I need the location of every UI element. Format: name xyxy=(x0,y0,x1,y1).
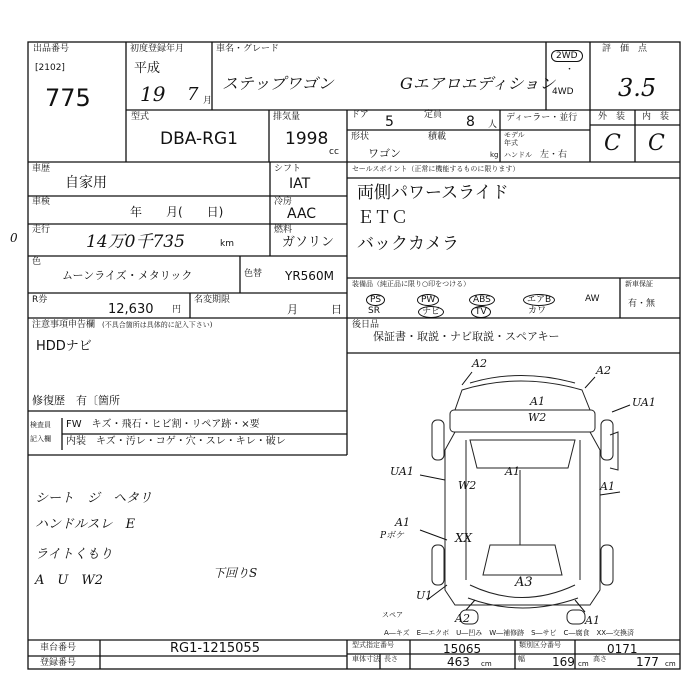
drive-2wd: 2WD xyxy=(551,50,583,62)
era: 平成 xyxy=(134,61,161,76)
height-value: 177 xyxy=(636,655,659,669)
load-unit: kg xyxy=(490,151,499,159)
reg-month: 7 xyxy=(187,84,199,105)
mileage-unit: km xyxy=(220,239,234,249)
equip-aw: AW xyxy=(585,294,600,304)
ac-value: AAC xyxy=(287,206,317,222)
displacement-unit: cc xyxy=(329,147,339,157)
color-code: YR560M xyxy=(285,269,334,283)
recycle-unit: 円 xyxy=(172,305,182,315)
equip-navi: ナビ xyxy=(418,306,444,318)
sales-point-3: バックカメラ xyxy=(357,234,459,254)
sales-point-1: 両側パワースライド xyxy=(357,183,509,203)
hw-note-3: ライトくもり xyxy=(35,547,113,562)
after-items: 保証書・取説・ナビ取説・スペアキー xyxy=(373,330,560,343)
month-unit: 月 xyxy=(203,96,213,106)
equip-airbag: エアB xyxy=(523,294,555,306)
damage-mark: A1 xyxy=(600,480,615,493)
repair-history: 修復歴 有〔箇所 xyxy=(32,394,120,407)
tax-label: 名変期限 xyxy=(194,295,231,305)
exterior-grade: C xyxy=(604,131,621,156)
damage-mark: A1 xyxy=(585,614,600,627)
damage-mark: A2 xyxy=(596,364,611,377)
first-reg-label: 初度登録年月 xyxy=(130,44,185,54)
fw-row: FW キズ・飛石・ヒビ割・リペア跡・×要 xyxy=(66,419,260,430)
class-number-value: 0171 xyxy=(607,642,638,656)
shift-label: シフト xyxy=(274,164,302,174)
warranty-value: 有・無 xyxy=(628,299,656,309)
grade: Gエアロエディション xyxy=(400,74,556,93)
chassis-label: 車台番号 xyxy=(40,643,77,653)
damage-mark: W2 xyxy=(528,411,547,424)
registration-label: 登録番号 xyxy=(40,658,77,668)
equip-label: 装備品（純正品に限り○印をつける） xyxy=(352,280,471,288)
year-label: 年式 xyxy=(504,139,518,147)
hw-note-2: ハンドルスレ E xyxy=(35,517,136,532)
spare-label: スペア xyxy=(382,611,403,619)
damage-mark: W2 xyxy=(458,479,477,492)
color-code-label: 色替 xyxy=(244,269,263,279)
displacement-label: 排気量 xyxy=(273,112,301,122)
equip-sr: SR xyxy=(368,306,380,316)
lot-number: 775 xyxy=(45,84,91,112)
hw-note-1: シート ジ ヘタリ xyxy=(35,491,153,506)
history-label: 車歴 xyxy=(32,164,51,174)
fuel-value: ガソリン xyxy=(282,235,335,250)
score: 3.5 xyxy=(618,74,657,102)
hw-note-5: 下回りS xyxy=(213,566,258,580)
type-value: DBA-RG1 xyxy=(160,129,238,149)
equip-ps: PS xyxy=(366,294,385,306)
color-value: ムーンライズ・メタリック xyxy=(62,269,193,282)
inspector-label-2: 記入欄 xyxy=(30,435,51,443)
damage-mark: A1 xyxy=(530,395,545,408)
chassis-value: RG1-1215055 xyxy=(170,641,260,656)
capacity-unit: 人 xyxy=(488,120,498,130)
length-unit: cm xyxy=(481,660,492,668)
sales-point-2: ＥＴＣ xyxy=(357,208,408,228)
capacity-value: 8 xyxy=(466,114,475,130)
interior-grade: C xyxy=(648,131,665,156)
doors-value: 5 xyxy=(385,114,394,130)
width-value: 169 xyxy=(552,655,575,669)
car-name-label: 車名・グレード xyxy=(216,44,280,54)
inspection-label: 車検 xyxy=(32,197,51,207)
mileage-label: 走行 xyxy=(32,225,51,235)
after-label: 後日品 xyxy=(352,320,380,330)
model-number-value: 15065 xyxy=(443,642,482,656)
hw-note-4: A U W2 xyxy=(35,573,103,588)
equip-pw: PW xyxy=(417,294,439,306)
exterior-label: 外 装 xyxy=(598,112,626,122)
damage-legend: A―キズ E―エクボ U―凹み W―補修跡 S―サビ C―腐食 XX―交換済 xyxy=(384,629,635,637)
damage-mark: UA1 xyxy=(632,396,656,409)
height-unit: cm xyxy=(665,660,676,668)
capacity-label: 定員 xyxy=(424,110,443,120)
recycle-value: 12,630 xyxy=(108,302,154,317)
shift-value: IAT xyxy=(289,176,311,192)
displacement-value: 1998 xyxy=(285,129,329,149)
equip-leather: カワ xyxy=(528,306,547,316)
color-label: 色 xyxy=(32,257,42,267)
damage-mark: UA1 xyxy=(390,465,414,478)
damage-mark: U1 xyxy=(416,589,433,602)
inspection-value: 年 月( 日) xyxy=(130,205,224,219)
reg-year: 19 xyxy=(140,82,166,106)
doors-label: ドア xyxy=(351,110,369,120)
load-label: 積載 xyxy=(428,132,447,142)
damage-mark: XX xyxy=(455,531,473,545)
equip-abs: ABS xyxy=(469,294,495,306)
type-label: 型式 xyxy=(131,112,150,122)
model-number-label: 型式指定番号 xyxy=(352,641,394,649)
car-name: ステップワゴン xyxy=(222,74,334,93)
inspector-label: 検査員 xyxy=(30,421,51,429)
length-label: 長さ xyxy=(384,655,398,663)
damage-mark: A1 xyxy=(505,465,520,478)
height-label: 高さ xyxy=(593,655,607,663)
recycle-label: R券 xyxy=(32,295,48,305)
damage-mark: A1 xyxy=(395,516,410,529)
notes-text: HDDナビ xyxy=(36,339,92,354)
sales-label: セールスポイント（正常に機能するものに限ります） xyxy=(352,165,520,173)
pokke-label: Pボケ xyxy=(380,531,405,541)
size-label: 車体寸法 xyxy=(352,655,380,663)
lot-label: 出品番号 xyxy=(33,44,70,54)
notes-label: 注意事項申告欄 xyxy=(32,320,96,330)
damage-mark: A2 xyxy=(472,357,487,370)
interior-row: 内装 キズ・汚レ・コゲ・穴・スレ・キレ・破レ xyxy=(66,436,286,447)
handle-value: 左・右 xyxy=(540,150,568,160)
handle-label: ハンドル xyxy=(504,151,532,159)
history-value: 自家用 xyxy=(65,175,107,191)
form-label: 形状 xyxy=(351,132,370,142)
drive-dot: ・ xyxy=(565,65,575,75)
lot-code: [2102] xyxy=(35,63,65,73)
mileage-value: 14万0千735 xyxy=(86,232,185,252)
interior-label: 内 装 xyxy=(642,112,670,122)
tax-value: 月 日 xyxy=(287,303,342,316)
ac-label: 冷房 xyxy=(274,197,293,207)
width-unit: cm xyxy=(578,660,589,668)
model-label: モデル xyxy=(504,131,525,139)
dealer-label: ディーラー・並行 xyxy=(506,113,578,123)
fuel-label: 燃料 xyxy=(274,225,293,235)
damage-mark: A2 xyxy=(455,612,470,625)
class-number-label: 類別区分番号 xyxy=(519,641,561,649)
score-label: 評 価 点 xyxy=(602,44,648,54)
mileage-mark: 0 xyxy=(10,231,18,245)
notes-sub: (不具合箇所は具体的に記入下さい) xyxy=(102,321,213,329)
damage-mark: A3 xyxy=(515,575,533,590)
equip-tv: TV xyxy=(471,306,491,318)
form-value: ワゴン xyxy=(368,147,401,160)
length-value: 463 xyxy=(447,655,470,669)
drive-4wd: 4WD xyxy=(552,87,574,97)
width-label: 幅 xyxy=(518,655,525,663)
warranty-label: 新車保証 xyxy=(625,280,653,288)
